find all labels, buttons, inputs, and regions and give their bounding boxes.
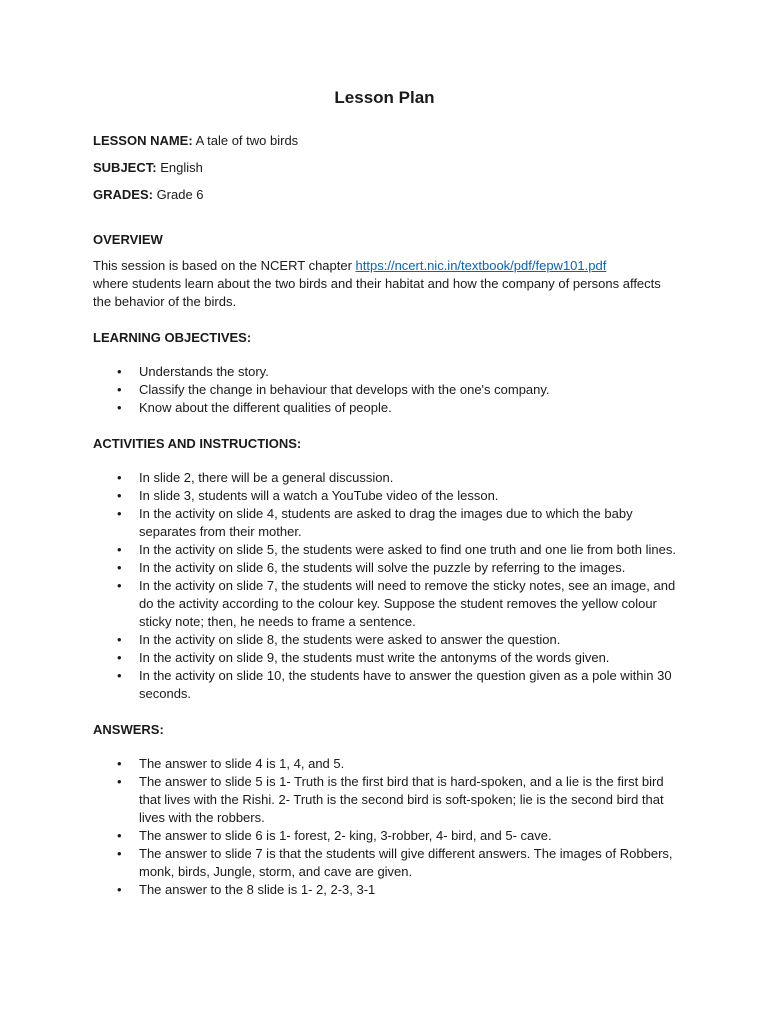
overview-text-before-link: This session is based on the NCERT chapter <box>93 258 356 273</box>
overview-paragraph <box>93 257 676 311</box>
list-item <box>93 827 676 845</box>
lesson-name-label: LESSON NAME: <box>93 133 193 148</box>
subject-label: SUBJECT: <box>93 160 157 175</box>
list-item-text: The answer to slide 7 is that the students will give different answers. The images of Robbers, monk, birds, Jungle, storm, and cave are given. <box>139 846 673 879</box>
list-item-text: Classify the change in behaviour that develops with the one's company. <box>139 382 550 397</box>
lesson-name-line <box>93 132 676 150</box>
bullet-icon: • <box>117 632 122 647</box>
bullet-icon: • <box>117 578 122 593</box>
bullet-icon: • <box>117 650 122 665</box>
bullet-icon: • <box>117 560 122 575</box>
list-item-text: Know about the different qualities of people. <box>139 400 392 415</box>
bullet-icon: • <box>117 542 122 557</box>
activities-heading: ACTIVITIES AND INSTRUCTIONS: <box>93 436 302 451</box>
list-item <box>93 755 676 773</box>
list-item-text: The answer to slide 6 is 1- forest, 2- king, 3-robber, 4- bird, and 5- cave. <box>139 828 552 843</box>
grades-line <box>93 186 676 204</box>
list-item-text: The answer to slide 4 is 1, 4, and 5. <box>139 756 345 771</box>
bullet-icon: • <box>117 846 122 861</box>
subject-line <box>93 159 676 177</box>
list-item-text: In slide 2, there will be a general discussion. <box>139 470 394 485</box>
subject-value: English <box>156 160 203 175</box>
list-item <box>93 845 676 881</box>
list-item-text: In the activity on slide 7, the students will need to remove the sticky notes, see an image, and do the activity according to the colour key. Suppose the student removes the yellow colour sticky note; then, he needs to frame a sentence. <box>139 578 676 629</box>
bullet-icon: • <box>117 756 122 771</box>
overview-text-after-link: where students learn about the two birds and their habitat and how the company of persons affects the behavior of the birds. <box>93 276 661 309</box>
list-item <box>93 667 676 703</box>
list-item-text: In the activity on slide 6, the students will solve the puzzle by referring to the images. <box>139 560 626 575</box>
grades-label: GRADES: <box>93 187 153 202</box>
bullet-icon: • <box>117 506 122 521</box>
list-item <box>93 363 676 381</box>
bullet-icon: • <box>117 400 122 415</box>
bullet-icon: • <box>117 882 122 897</box>
bullet-icon: • <box>117 470 122 485</box>
list-item-text: The answer to the 8 slide is 1- 2, 2-3, 3-1 <box>139 882 376 897</box>
lesson-name-value: A tale of two birds <box>192 133 299 148</box>
list-item <box>93 487 676 505</box>
bullet-icon: • <box>117 668 122 683</box>
grades-value: Grade 6 <box>152 187 204 202</box>
list-item-text: In the activity on slide 4, students are asked to drag the images due to which the baby separates from their mother. <box>139 506 633 539</box>
bullet-icon: • <box>117 364 122 379</box>
list-item <box>93 649 676 667</box>
list-item-text: In the activity on slide 10, the students have to answer the question given as a pole within 30 seconds. <box>139 668 672 701</box>
bullet-icon: • <box>117 774 122 789</box>
list-item-text: Understands the story. <box>139 364 269 379</box>
learning-objectives-list <box>93 363 676 417</box>
list-item <box>93 541 676 559</box>
list-item-text: In the activity on slide 9, the students must write the antonyms of the words given. <box>139 650 610 665</box>
list-item <box>93 381 676 399</box>
list-item-text: In slide 3, students will a watch a YouTube video of the lesson. <box>139 488 499 503</box>
ncert-chapter-link[interactable]: https://ncert.nic.in/textbook/pdf/fepw101.pdf <box>355 258 607 273</box>
list-item <box>93 577 676 631</box>
list-item <box>93 559 676 577</box>
overview-heading: OVERVIEW <box>93 232 163 247</box>
bullet-icon: • <box>117 382 122 397</box>
list-item <box>93 469 676 487</box>
list-item <box>93 631 676 649</box>
list-item <box>93 399 676 417</box>
bullet-icon: • <box>117 828 122 843</box>
bullet-icon: • <box>117 488 122 503</box>
list-item <box>93 505 676 541</box>
list-item-text: In the activity on slide 8, the students were asked to answer the question. <box>139 632 561 647</box>
activities-list <box>93 469 676 703</box>
list-item <box>93 773 676 827</box>
answers-heading: ANSWERS: <box>93 722 164 737</box>
answers-list <box>93 755 676 899</box>
list-item-text: The answer to slide 5 is 1- Truth is the first bird that is hard-spoken, and a lie is the first bird that lives with the Rishi. 2- Truth is the second bird is soft-spoken; lie is the second bird that lives with the robbers. <box>139 774 664 825</box>
list-item <box>93 881 676 899</box>
list-item-text: In the activity on slide 5, the students were asked to find one truth and one lie from both lines. <box>139 542 676 557</box>
learning-objectives-heading: LEARNING OBJECTIVES: <box>93 330 252 345</box>
page-title: Lesson Plan <box>334 88 435 107</box>
